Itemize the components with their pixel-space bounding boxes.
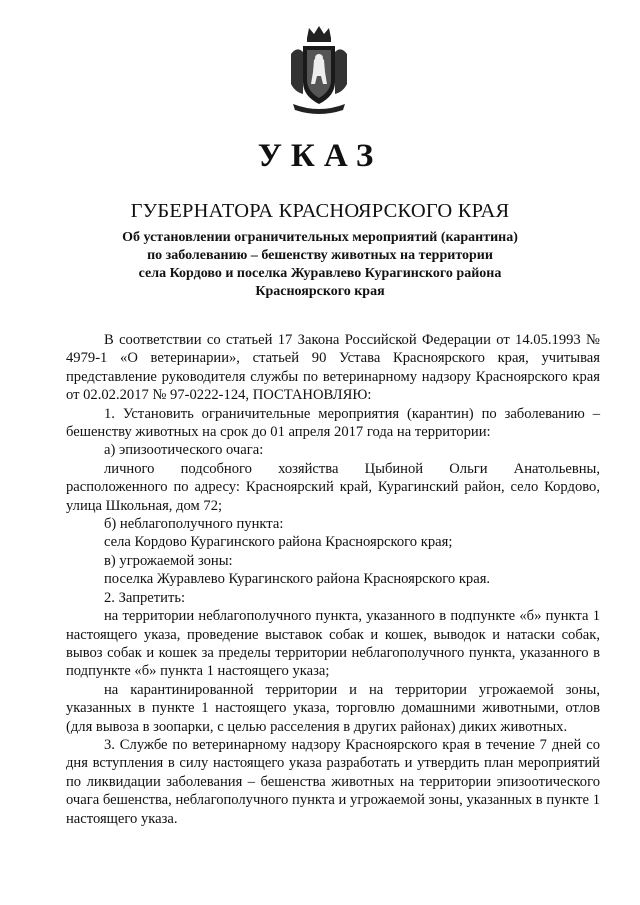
clause-1b-text: села Кордово Курагинского района Красноярского края;	[104, 534, 453, 551]
clause-1a-text-first: личного подсобного хозяйства Цыбиной Ольги Анатольевны,	[104, 460, 600, 477]
clause-1b-label: б) неблагополучного пункта:	[104, 516, 284, 533]
clause-3: 3. Службе по ветеринарному надзору Красноярского края в течение 7 дней со дня вступления в силу настоящего указа разработать и утвердить план мероприятий по ликвидации заболевания – бешенства животных на территории эпизоотического очага бешенства, неблагополучного пункта и угрожаемой зоны, указанных в пункте 1 настоящего указа.	[66, 736, 600, 827]
heading-line: Красноярского края	[255, 284, 385, 299]
intro-paragraph: В соответствии со статьей 17 Закона Российской Федерации от 14.05.1993 № 4979-1 «О ветеринарии», статьей 90 Устава Красноярского края, учитывая представление руководителя службы по ветеринарному надзору Красноярского края от 02.02.2017 № 97-0222-124, ПОСТАНОВЛЯЮ:	[66, 332, 600, 404]
heading-line: по заболеванию – бешенству животных на территории	[147, 248, 493, 263]
clause-1c-label: в) угрожаемой зоны:	[104, 552, 233, 569]
clause-2a: на территории неблагополучного пункта, указанного в подпункте «б» пункта 1 настоящего указа, проведение выставок собак и кошек, выводок и натаски собак, вывоз собак и кошек за пределы территории неблагополучного пункта, указанного в подпункте «б» пункта 1 настоящего указа;	[66, 608, 600, 680]
document-type-title: УКАЗ	[257, 138, 383, 174]
clause-2b: на карантинированной территории и на территории угрожаемой зоны, указанных в пункте 1 настоящего указа, торговлю домашними животными, отлов (для вывоза в зоопарки, с целью расселения в других районах) диких животных.	[66, 681, 600, 735]
clause-1a-label: а) эпизоотического очага:	[104, 442, 264, 459]
clause-1: 1. Установить ограничительные мероприятия (карантин) по заболеванию – бешенству животных на срок до 01 апреля 2017 года на территории:	[66, 405, 600, 441]
decree-body	[66, 331, 600, 828]
heading-line: Об установлении ограничительных мероприятий (карантина)	[122, 230, 518, 245]
coat-of-arms-icon	[283, 24, 355, 114]
clause-1c-text: поселка Журавлево Курагинского района Красноярского края.	[104, 571, 491, 588]
clause-1a-text: расположенного по адресу: Красноярский край, Курагинский район, село Кордово, улица Школьная, дом 72;	[66, 479, 600, 514]
decree-heading	[0, 229, 640, 301]
issuer-title: ГУБЕРНАТОРА КРАСНОЯРСКОГО КРАЯ	[130, 200, 510, 222]
clause-2: 2. Запретить:	[104, 589, 186, 606]
heading-line: села Кордово и поселка Журавлево Курагинского района	[138, 266, 502, 281]
